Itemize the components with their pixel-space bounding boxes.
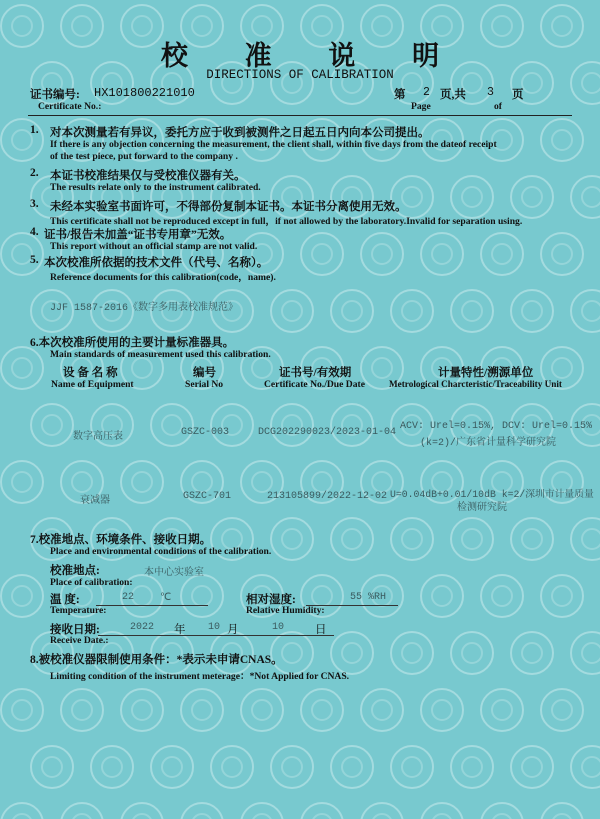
humidity-label-en: Relative Humidity: xyxy=(246,605,325,616)
header-cert-en: Certificate No./Due Date xyxy=(264,379,365,390)
watermark-seal-icon xyxy=(540,688,584,732)
watermark-seal-icon xyxy=(480,232,524,276)
watermark-seal-icon xyxy=(210,745,254,789)
table-row-1-name: 数字高压表 xyxy=(73,432,123,443)
table-row-2-char-2: 检测研究院 xyxy=(457,503,507,514)
watermark-seal-icon xyxy=(330,403,374,447)
place-value: 本中心实验室 xyxy=(144,568,204,579)
reference-document: JJF 1587-2016《数字多用表校准规范》 xyxy=(50,303,239,314)
table-row-1-char-2: (k=2)/广东省计量科学研究院 xyxy=(420,438,557,449)
section-8-title: 8.被校准仪器限制使用条件：*表示未申请CNAS。 xyxy=(30,654,283,666)
year-unit: 年 xyxy=(174,624,186,636)
watermark-seal-icon xyxy=(300,802,344,819)
header-char-cn: 计量特性/溯源单位 xyxy=(438,367,534,379)
receive-day: 10 xyxy=(272,622,285,633)
header-equipment-cn: 设 备 名 称 xyxy=(63,367,118,379)
watermark-seal-icon xyxy=(330,289,374,333)
watermark-seal-icon xyxy=(390,745,434,789)
table-row-2-cert: 213105899/2022-12-02 xyxy=(267,491,388,502)
watermark-seal-icon xyxy=(420,232,464,276)
watermark-seal-icon xyxy=(0,802,44,819)
watermark-seal-icon xyxy=(60,802,104,819)
table-row-2-char-1: U=0.04dB+0.01/10dB k=2/深圳市计量质量 xyxy=(390,489,594,500)
watermark-seal-icon xyxy=(180,688,224,732)
temperature-underline xyxy=(96,605,208,606)
page-current: 2 xyxy=(423,86,430,99)
watermark-seal-icon xyxy=(510,745,554,789)
page-suffix: 页 xyxy=(512,89,524,101)
watermark-seal-icon xyxy=(90,745,134,789)
watermark-seal-icon xyxy=(570,175,600,219)
month-unit: 月 xyxy=(227,624,239,636)
watermark-seal-icon xyxy=(30,745,74,789)
watermark-seal-icon xyxy=(60,688,104,732)
humidity-value: 55 %RH xyxy=(350,592,387,603)
watermark-seal-icon xyxy=(120,460,164,504)
watermark-seal-icon xyxy=(480,574,524,618)
receive-date-label: 接收日期: xyxy=(50,624,100,636)
watermark-seal-icon xyxy=(300,688,344,732)
watermark-seal-icon xyxy=(150,745,194,789)
page-mid: 页,共 xyxy=(440,89,466,101)
table-row-1-cert: DCG202290023/2023-01-04 xyxy=(258,427,397,438)
watermark-seal-icon xyxy=(270,745,314,789)
watermark-seal-icon xyxy=(570,289,600,333)
certificate-label-en: Certificate No.: xyxy=(38,101,102,112)
watermark-seal-icon xyxy=(420,802,464,819)
watermark-seal-icon xyxy=(480,802,524,819)
watermark-seal-icon xyxy=(390,517,434,561)
certificate-label: 证书编号: xyxy=(30,89,80,101)
page-label-en: Page xyxy=(411,101,431,112)
header-serial-cn: 编号 xyxy=(193,367,216,379)
page-subtitle: DIRECTIONS OF CALIBRATION xyxy=(206,68,394,82)
watermark-seal-icon xyxy=(30,403,74,447)
watermark-seal-icon xyxy=(120,802,164,819)
header-divider xyxy=(28,115,572,116)
watermark-seal-icon xyxy=(510,631,554,675)
header-char-en: Metrological Charcteristic/Traceability Unit xyxy=(389,379,562,389)
watermark-seal-icon xyxy=(540,118,584,162)
watermark-seal-icon xyxy=(210,403,254,447)
watermark-seal-icon xyxy=(120,688,164,732)
place-label: 校准地点: xyxy=(50,565,100,577)
item-1-en-1: If there is any objection concerning the measurement, the client shall, within five days from the dateof receipt xyxy=(50,139,497,150)
watermark-seal-icon xyxy=(390,631,434,675)
section-8-en: Limiting condition of the instrument meterage：*Not Applied for CNAS. xyxy=(50,671,350,682)
page-prefix: 第 xyxy=(394,89,406,101)
item-1-number: 1. xyxy=(30,124,39,136)
item-1-cn: 对本次测量若有异议，委托方应于收到被测件之日起五日内向本公司提出。 xyxy=(50,127,430,139)
watermark-seal-icon xyxy=(510,289,554,333)
page-total: 3 xyxy=(487,86,494,99)
table-row-1-char-1: ACV: Urel=0.15%, DCV: Urel=0.15% xyxy=(400,421,593,432)
item-2-number: 2. xyxy=(30,167,39,179)
watermark-seal-icon xyxy=(270,403,314,447)
receive-year: 2022 xyxy=(130,622,155,633)
watermark-seal-icon xyxy=(420,688,464,732)
watermark-seal-icon xyxy=(270,517,314,561)
item-1-en-2: of the test piece, put forward to the company . xyxy=(50,151,238,162)
watermark-seal-icon xyxy=(450,517,494,561)
watermark-seal-icon xyxy=(390,289,434,333)
watermark-seal-icon xyxy=(480,688,524,732)
temperature-unit: ℃ xyxy=(160,593,172,604)
item-4-number: 4. xyxy=(30,226,39,238)
watermark-seal-icon xyxy=(540,232,584,276)
watermark-seal-icon xyxy=(540,574,584,618)
item-2-cn: 本证书校准结果仅与受校准仪器有关。 xyxy=(50,170,246,182)
item-3-en-1: This certificate shall not be reproduced except in full，if not allowed by the laboratory.Invalid for separation using. xyxy=(50,216,523,227)
watermark-seal-icon xyxy=(180,802,224,819)
watermark-seal-icon xyxy=(0,460,44,504)
watermark-seal-icon xyxy=(0,688,44,732)
watermark-seal-icon xyxy=(420,574,464,618)
page-title: 校 准 说 明 xyxy=(160,41,465,71)
header-serial-en: Serial No xyxy=(185,379,224,390)
header-equipment-en: Name of Equipment xyxy=(51,379,134,390)
item-3-number: 3. xyxy=(30,198,39,210)
watermark-seal-icon xyxy=(360,688,404,732)
watermark-seal-icon xyxy=(240,688,284,732)
watermark-seal-icon xyxy=(360,802,404,819)
watermark-seal-icon xyxy=(540,802,584,819)
watermark-seal-icon xyxy=(450,631,494,675)
watermark-seal-icon xyxy=(570,631,600,675)
watermark-seal-icon xyxy=(570,517,600,561)
watermark-seal-icon xyxy=(330,745,374,789)
watermark-seal-icon xyxy=(270,289,314,333)
item-4-cn: 证书/报告未加盖“证书专用章”无效。 xyxy=(44,229,232,241)
watermark-seal-icon xyxy=(450,289,494,333)
receive-date-underline xyxy=(98,635,334,636)
item-2-en-1: The results relate only to the instrument calibrated. xyxy=(50,182,261,193)
receive-month: 10 xyxy=(208,622,221,633)
item-5-number: 5. xyxy=(30,254,39,266)
header-cert-cn: 证书号/有效期 xyxy=(279,367,352,379)
temperature-label: 温 度: xyxy=(50,594,80,606)
humidity-label: 相对湿度: xyxy=(246,594,296,606)
certificate-number: HX101800221010 xyxy=(94,86,195,100)
watermark-seal-icon xyxy=(330,517,374,561)
section-7-en: Place and environmental conditions of the calibration. xyxy=(50,546,272,557)
table-row-2-name: 衰减器 xyxy=(80,496,110,507)
day-unit: 日 xyxy=(315,624,327,636)
item-5-cn: 本次校准所依据的技术文件（代号、名称）。 xyxy=(44,257,269,269)
watermark-seal-icon xyxy=(570,745,600,789)
watermark-seal-icon xyxy=(450,745,494,789)
section-6-en: Main standards of measurement used this calibration. xyxy=(50,349,271,360)
place-label-en: Place of calibration: xyxy=(50,577,133,588)
watermark-seal-icon xyxy=(0,346,44,390)
watermark-seal-icon xyxy=(510,517,554,561)
watermark-seal-icon xyxy=(0,574,44,618)
item-5-en-1: Reference documents for this calibration(code，name). xyxy=(50,272,276,283)
watermark-seal-icon xyxy=(300,232,344,276)
temperature-value: 22 xyxy=(122,592,135,603)
table-row-1-serial: GSZC-003 xyxy=(181,427,230,438)
receive-date-label-en: Receive Date.: xyxy=(50,635,109,646)
item-4-en-1: This report without an official stamp are not valid. xyxy=(50,241,258,252)
watermark-seal-icon xyxy=(150,403,194,447)
item-3-cn: 未经本实验室书面许可，不得部份复制本证书。本证书分离使用无效。 xyxy=(50,201,407,213)
temperature-label-en: Temperature: xyxy=(50,605,107,616)
watermark-seal-icon xyxy=(180,574,224,618)
of-label-en: of xyxy=(494,101,502,112)
table-row-2-serial: GSZC-701 xyxy=(183,491,232,502)
watermark-seal-icon xyxy=(240,802,284,819)
section-6-title: 6.本次校准所使用的主要计量标准器具。 xyxy=(30,337,235,349)
watermark-seal-icon xyxy=(360,232,404,276)
section-7-title: 7.校准地点、环境条件、接收日期。 xyxy=(30,534,212,546)
